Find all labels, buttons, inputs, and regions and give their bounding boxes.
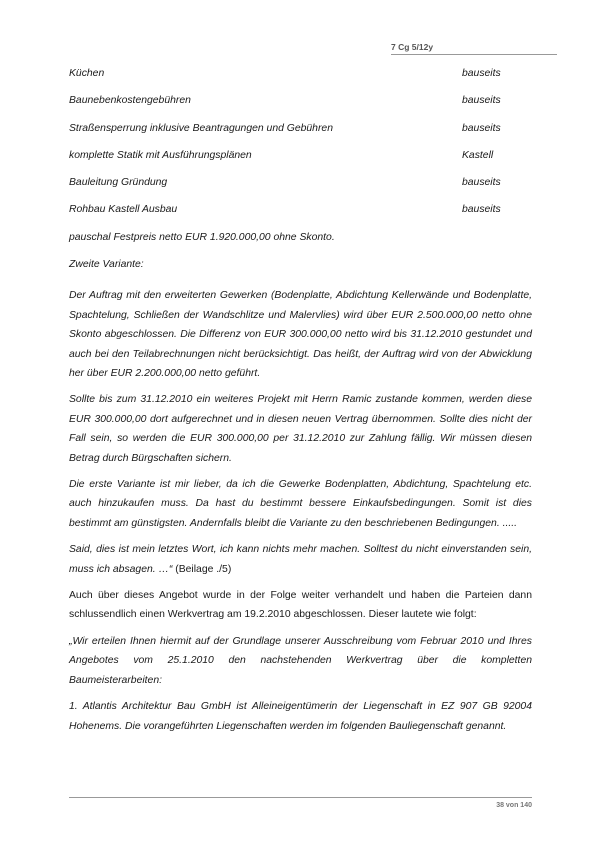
paragraph: Die erste Variante ist mir lieber, da ich die Gewerke Bodenplatten, Abdichtung, Spachtelung etc. auch hinzukaufen muss. Da hast du bestimmt bessere Einkaufsbedingungen. Somit ist dies bestimmt am günstigsten. Andernfalls bleibt die Variante zu den beschriebenen Bedingungen. .....: [69, 479, 532, 529]
narrative-paragraph: Auch über dieses Angebot wurde in der Folge weiter verhandelt und haben die Parteien dann schlussendlich einen Werkvertrag am 19.2.2010 abgeschlossen. Dieser lautete wie folgt:: [69, 590, 532, 621]
table-row: [69, 123, 532, 150]
quote-paragraph: 1. Atlantis Architektur Bau GmbH ist Alleineigentümerin der Liegenschaft in EZ 907 GB 92004 Hohenems. Die vorangeführten Liegenschaften werden im folgenden Bauliegenschaft genannt.: [69, 701, 532, 732]
table-row: [69, 95, 532, 122]
quote-paragraph: „Wir erteilen Ihnen hiermit auf der Grundlage unserer Ausschreibung vom Februar 2010 und Ihres Angebotes vom 25.1.2010 den nachstehenden Werkvertrag über die kompletten Baumeisterarbeiten:: [69, 635, 532, 686]
footer-divider: [69, 797, 532, 798]
case-reference: 7 Cg 5/12y: [391, 42, 557, 55]
row-value: Kastell: [462, 149, 494, 161]
row-value: bauseits: [462, 95, 501, 107]
variant-heading: Zweite Variante:: [69, 259, 144, 271]
row-label: Baunebenkostengebühren: [69, 95, 191, 107]
price-line: pauschal Festpreis netto EUR 1.920.000,00 ohne Skonto.: [69, 231, 335, 243]
row-value: bauseits: [462, 122, 501, 134]
row-value: bauseits: [462, 177, 501, 189]
table-row: [69, 177, 532, 204]
row-label: Bauleitung Gründung: [69, 177, 168, 189]
row-label: komplette Statik mit Ausführungsplänen: [69, 149, 252, 161]
row-label: Rohbau Kastell Ausbau: [69, 204, 178, 216]
row-value: bauseits: [462, 68, 501, 79]
row-value: bauseits: [462, 204, 501, 216]
document-body: [69, 68, 532, 743]
row-label: Straßensperrung inklusive Beantragungen und Gebühren: [69, 122, 333, 134]
citation: (Beilage ./5): [172, 563, 232, 575]
paragraph-with-citation: [69, 540, 532, 579]
quote-text: Said, dies ist mein letztes Wort, ich kann nichts mehr machen. Solltest du nicht einverstanden sein, muss ich absagen. …“: [69, 544, 532, 575]
table-row: [69, 150, 532, 177]
table-row: [69, 68, 532, 95]
paragraph: Der Auftrag mit den erweiterten Gewerken (Bodenplatte, Abdichtung Kellerwände und Bodenplatte, Spachtelung, Schließen der Wandschlitze und Malervlies) wird über EUR 2.500.000,00 netto ohne Skonto abgeschlossen. Die Differenz von EUR 300.000,00 netto wird bis 31.12.2010 gestundet und auch bei den Teilabrechnungen nicht berücksichtigt. Das heißt, der Auftrag wird von der Abwicklung her über EUR 2.200.000,00 netto geführt.: [69, 290, 532, 379]
row-label: Küchen: [69, 68, 105, 79]
page-number: 38 von 140: [496, 802, 532, 809]
paragraph: Sollte bis zum 31.12.2010 ein weiteres Projekt mit Herrn Ramic zustande kommen, werden diese EUR 300.000,00 dort aufgerechnet und in diesen neuen Vertrag übernommen. Sollte dies nicht der Fall sein, so werden die EUR 300.000,00 per 31.12.2010 zur Zahlung fällig. Wir müssen diesen Betrag durch Bürgschaften sichern.: [69, 394, 532, 464]
table-row: [69, 204, 532, 231]
